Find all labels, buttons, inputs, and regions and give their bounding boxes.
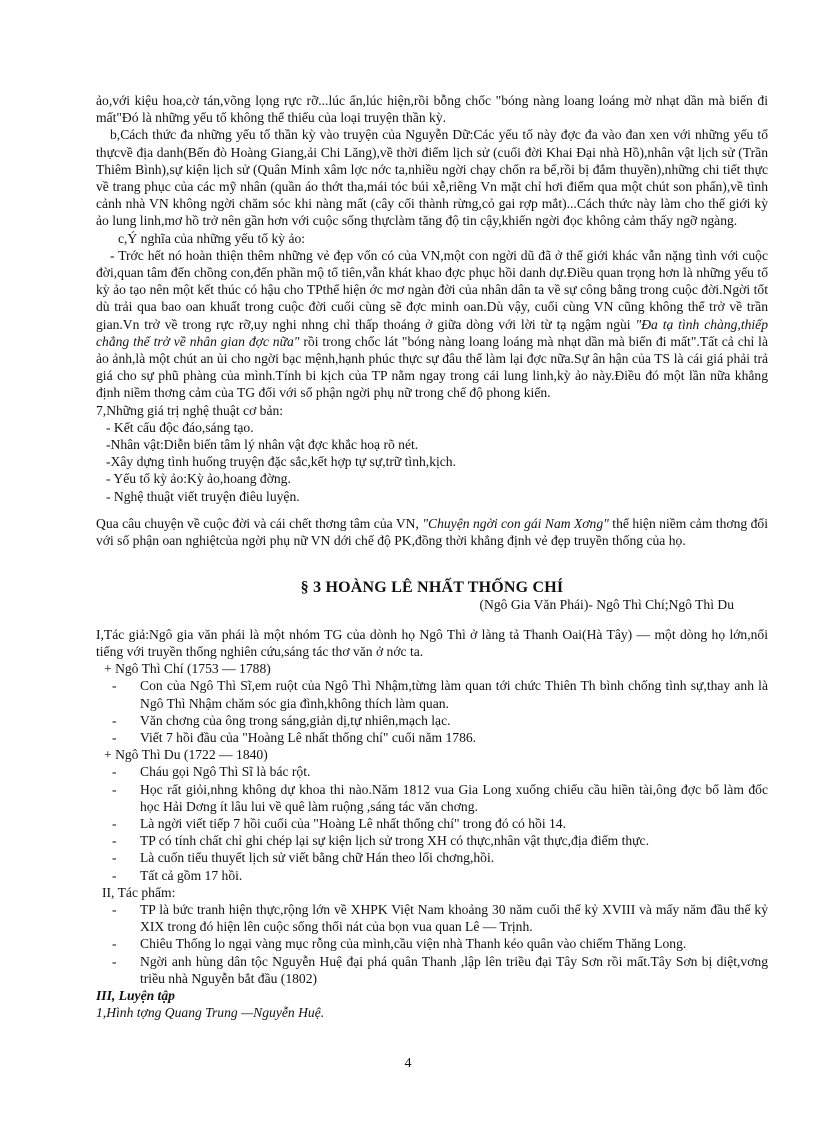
list-item: - Yếu tố kỳ ảo:Kỳ ảo,hoang đờng.: [106, 471, 291, 487]
list-item: - Là ngời viết tiếp 7 hồi cuối của "Hoàng Lê nhất thống chí" trong đó có hồi 14.: [140, 815, 768, 832]
list-item: - Tất cả gồm 17 hồi.: [140, 867, 768, 884]
section-subtitle: (Ngô Gia Văn Phái)- Ngô Thì Chí;Ngô Thì Du: [479, 597, 734, 613]
list-item: - Kết cấu độc đáo,sáng tạo.: [106, 419, 254, 435]
list-item: - Cháu gọi Ngô Thì Sĩ là bác rột.: [140, 763, 768, 780]
list-item: - Là cuốn tiểu thuyết lịch sử viết bằng chữ Hán theo lối chơng,hồi.: [140, 849, 768, 866]
meaning-quote: "Đa tạ tình chàng,thiếp chẳng thể trở về nhân gian đợc nữa": [96, 316, 769, 349]
practice-item: 1,Hình tợng Quang Trung —Nguyễn Huệ.: [96, 1005, 325, 1021]
list-item: - Ngời anh hùng dân tộc Nguyễn Huệ đại phá quân Thanh ,lập lên triều đại Tây Sơn rồi mất.Tây Sơn bị diệt,vơng triều nhà Nguyễn bắt đầu (1802): [140, 953, 768, 987]
list-item: - Văn chơng của ông trong sáng,giản dị,tự nhiên,mạch lạc.: [140, 712, 768, 729]
author-du-header: + Ngô Thì Du (1722 — 1840): [104, 747, 268, 763]
paragraph-conclusion: [96, 515, 768, 549]
section-header: [96, 579, 768, 613]
art-values-list: [96, 419, 768, 505]
list-item: - TP là bức tranh hiện thực,rộng lớn về XHPK Việt Nam khoảng 30 năm cuối thế kỷ XVIII và mấy năm đầu thế kỷ XIX trong đó hiện lên cuộc sống thối nát của bọn vua quan Lê — Trịnh.: [140, 901, 768, 935]
conclusion-end: thể hiện niềm cảm thơng đối với số phận oan nghiệtcủa ngời phụ nữ VN dới chế độ PK,đồng thời khẳng định vẻ đẹp truyền thống của họ.: [96, 515, 768, 549]
paragraph-meaning-heading: c,Ý nghĩa của những yếu tố kỳ ảo:: [118, 230, 306, 246]
list-item: - Viết 7 hồi đầu của "Hoàng Lê nhất thống chí" cuối năm 1786.: [140, 729, 768, 746]
list-item: - TP có tính chất chỉ ghi chép lại sự kiện lịch sử trong XH có thực,nhân vật thực,địa điểm thực.: [140, 832, 768, 849]
work-header: II, Tác phẩm:: [102, 884, 176, 900]
list-item: -Nhân vật:Diễn biến tâm lý nhân vật đợc khắc hoạ rõ nét.: [106, 437, 419, 453]
conclusion-title: "Chuyện ngời con gái Nam Xơng": [422, 515, 609, 531]
author-chi-header: + Ngô Thì Chí (1753 — 1788): [104, 661, 271, 677]
section-title: § 3 HOÀNG LÊ NHẤT THỐNG CHÍ: [300, 579, 564, 597]
paragraph-meaning: [96, 247, 768, 402]
meaning-text-end: rồi trong chốc lát "bóng nàng loang loáng mà nhạt dần mà biến đi mất".Tất cả chỉ là ảo ảnh,là một chút an ủi cho ngời bạc mệnh,hạnh phúc thực sự đâu thể làm lại đợc nữa.Sự ân hận của TS là cái giá phải trả giá cho sự phũ phàng của mình.Tính bi kịch của TP nằm ngay trong cái lung linh,kỳ ảo này.Điều đó một lần nữa khẳng định niềm thơng cảm của TG đối với số phận ngời phụ nữ trong chế độ phong kiến.: [96, 333, 768, 401]
paragraph-intro: ảo,với kiệu hoa,cờ tán,võng lọng rực rỡ...lúc ẩn,lúc hiện,rồi bỗng chốc "bóng nàng loang loáng mờ nhạt dần mà biến đi mất"Đó là những yếu tố không thể thiếu của loại truyện thần kỳ.: [96, 93, 768, 126]
list-item: - Con của Ngô Thì Sĩ,em ruột của Ngô Thì Nhậm,từng làm quan tới chức Thiên Th bình chống tình sự,thay anh là Ngô Thì Nhậm chăm sóc gia đình,không thích làm quan.: [140, 677, 768, 711]
meaning-text: - Trớc hết nó hoàn thiện thêm những vẻ đẹp vốn có của VN,một con ngời dũ đã ở thế giới khác vẫn nặng tình với cuộc đời,quan tâm đến chồng con,đến phần mộ tổ tiên,vẫn khát khao đợc phục hồi danh dự.Điều quan trọng hơn là những yếu tố kỳ ảo tạo nên một kết thúc có hậu cho TPthể hiện ớc mơ ngàn đời của nhân dân ta về sự công bằng trong cuộc đời.Ngời tốt dù trải qua bao oan khuất trong cuộc đời cuối cùng sẽ đợc minh oan.Dù vậy, cuối cùng VN cũng không thể trở về trần gian.Vn trở về trong rực rỡ,uy nghi nhng chỉ thấp thoáng ở giữa dòng với lời từ tạ ngậm ngùi: [96, 247, 768, 332]
list-item: -Xây dựng tình huống truyện đặc sắc,kết hợp tự sự,trữ tình,kịch.: [106, 454, 457, 470]
list-item: - Nghệ thuật viết truyện điêu luyện.: [106, 488, 300, 504]
conclusion-start: Qua câu chuyện về cuộc đời và cái chết thơng tâm của VN,: [96, 515, 419, 531]
art-values-heading: 7,Những giá trị nghệ thuật cơ bản:: [96, 402, 284, 418]
practice-header: III, Luyện tập: [96, 987, 175, 1003]
author-chi-list: [96, 677, 768, 746]
author-du-list: [96, 763, 768, 883]
list-item: - Chiêu Thống lo ngại vàng mục rỗng của mình,cầu viện nhà Thanh kéo quân vào chiếm Thăng Long.: [140, 935, 768, 952]
list-item: - Học rất giỏi,nhng không dự khoa thi nào.Năm 1812 vua Gia Long xuống chiếu cầu hiền tài,ông đợc bổ làm đốc học Hải Dơng ít lâu lui về quê làm ruộng ,sáng tác văn chơng.: [140, 781, 768, 815]
paragraph-method: b,Cách thức đa những yếu tố thần kỳ vào truyện của Nguyễn Dữ:Các yếu tố này đợc đa vào đan xen với những yếu tố thựcvề địa danh(Bến đò Hoàng Giang,ải Chi Lăng),về thời điểm lịch sử (cuối đời Khai Đại nhà Hồ),nhân vật lịch sử (Trần Thiêm Bình),sự kiện lịch sử (Quân Minh xâm lợc nớc ta,nhiều ngời chạy chốn ra bể,rồi bị đắm thuyền),những chi tiết thực về trang phục của các mỹ nhân (quần áo thớt tha,mái tóc búi xễ,riêng Vn mặt chỉ hơi điểm qua một chút son phấn),về tình cảnh nhà VN không ngời chăm sóc khi nàng mất (cây cối thành rừng,cỏ gai rợp mắt)...Cách thức này làm cho thế giới kỳ ảo lung linh,mơ hồ trở nên gần hơn với cuộc sống thựclàm tăng độ tin cậy,khiến ngời đọc không cảm thấy ngỡ ngàng.: [96, 127, 768, 229]
page-number: 4: [404, 1056, 412, 1071]
document-page: [96, 92, 768, 1021]
author-intro: I,Tác giả:Ngô gia văn phái là một nhóm TG của dònh họ Ngô Thì ở làng tả Thanh Oai(Hà Tây) — một dòng họ lớn,nổi tiếng với truyền thống nghiên cứu,sáng tác thơ văn ở nớc ta.: [96, 626, 768, 659]
work-list: [96, 901, 768, 987]
